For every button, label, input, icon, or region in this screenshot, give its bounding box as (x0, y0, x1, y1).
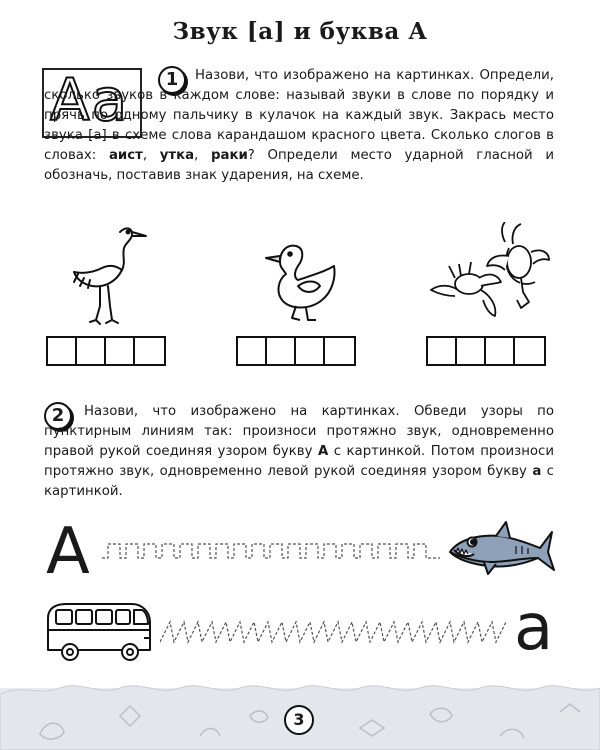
bus-icon (44, 600, 154, 662)
schema-cell[interactable] (428, 338, 457, 364)
letter-lower-ref: а (532, 464, 542, 479)
schema-cell[interactable] (296, 338, 325, 364)
schema-cell[interactable] (106, 338, 135, 364)
word-utka: утка (159, 148, 195, 163)
schema-cell[interactable] (515, 338, 544, 364)
word-schema-utka[interactable] (236, 336, 356, 366)
schema-cell[interactable] (238, 338, 267, 364)
stork-icon (70, 222, 150, 327)
schema-cell[interactable] (77, 338, 106, 364)
duck-icon (258, 240, 340, 325)
word-schema-aist[interactable] (46, 336, 166, 366)
schema-cell[interactable] (486, 338, 515, 364)
tracing-pattern-zigzag[interactable] (160, 612, 510, 652)
schema-cell[interactable] (135, 338, 164, 364)
schema-cell[interactable] (325, 338, 354, 364)
word-raki: раки (210, 148, 248, 163)
word-aist: аист (108, 148, 143, 163)
task-2-text: Назови, что изображено на картинках. Обведи узоры по пунктирным линиям так: произноси протяжно звук, одновременно правой рукой соединяя узором букву А с картинкой. Потом произноси протяжно звук, одновременно левой рукой соединяя узором букву а с картинкой. (44, 404, 554, 499)
page-title: Звук [а] и буква А (172, 18, 428, 45)
shark-icon (444, 518, 556, 580)
task-1-text: Назови, что изображено на картинках. Определи, сколько звуков в каждом слове: называй звуки в слове по порядку и прячь по одному пальчику в кулачок на каждый звук. Закрась место звука [а] в схеме слова карандашом красного цвета. Сколько слогов в словах: аист, утка, раки? Определи место ударной гласной и обозначь, поставив знак ударения, на схеме. (44, 68, 554, 183)
big-letter-a-upper: А (46, 515, 90, 589)
crayfish-icon (425, 222, 553, 327)
letter-pair: Аа (50, 66, 130, 134)
word-schema-raki[interactable] (426, 336, 546, 366)
letter-upper-ref: А (317, 444, 329, 459)
big-letter-a-lower: а (514, 591, 554, 665)
schema-cell[interactable] (267, 338, 296, 364)
task-2-number: 2 (44, 402, 72, 430)
schema-cell[interactable] (457, 338, 486, 364)
schema-cell[interactable] (48, 338, 77, 364)
task-1-number: 1 (158, 66, 186, 94)
page-number: 3 (284, 705, 314, 735)
tracing-pattern-square[interactable] (102, 536, 442, 576)
